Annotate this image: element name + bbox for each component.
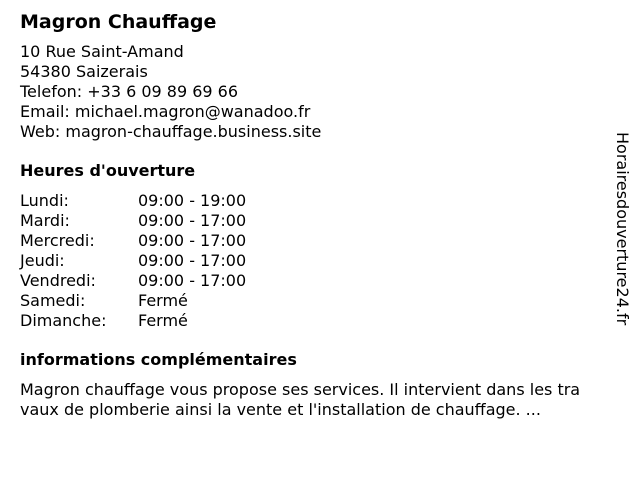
- info-line-1: Magron chauffage vous propose ses services. Il intervient dans les tra: [20, 380, 581, 399]
- email-line: Email: michael.magron@wanadoo.fr: [20, 102, 311, 121]
- hours-row-wednesday: [20, 231, 630, 251]
- hours-row-monday: [20, 191, 630, 211]
- hours-title: Heures d'ouverture: [20, 161, 196, 180]
- info-title: informations complémentaires: [20, 350, 297, 369]
- hours-time: 09:00 - 17:00: [138, 231, 247, 250]
- hours-day: Jeudi:: [20, 251, 65, 270]
- info-line-2: vaux de plomberie ainsi la vente et l'installation de chauffage. ...: [20, 400, 541, 419]
- address-city: 54380 Saizerais: [20, 62, 148, 81]
- business-name: Magron Chauffage: [20, 11, 217, 33]
- hours-row-tuesday: [20, 211, 630, 231]
- hours-row-friday: [20, 271, 630, 291]
- hours-row-saturday: [20, 291, 630, 311]
- hours-time: 09:00 - 17:00: [138, 211, 247, 230]
- hours-time: Fermé: [138, 291, 188, 310]
- hours-time: 09:00 - 17:00: [138, 251, 247, 270]
- hours-day: Samedi:: [20, 291, 86, 310]
- hours-row-thursday: [20, 251, 630, 271]
- hours-row-sunday: [20, 311, 630, 331]
- hours-day: Lundi:: [20, 191, 69, 210]
- hours-time: Fermé: [138, 311, 188, 330]
- site-watermark: Horairesdouverture24.fr: [613, 132, 632, 326]
- hours-day: Vendredi:: [20, 271, 96, 290]
- hours-table: [20, 191, 630, 331]
- web-line: Web: magron-chauffage.business.site: [20, 122, 322, 141]
- hours-time: 09:00 - 19:00: [138, 191, 247, 210]
- hours-day: Dimanche:: [20, 311, 107, 330]
- phone-line: Telefon: +33 6 09 89 69 66: [20, 82, 239, 101]
- address-street: 10 Rue Saint-Amand: [20, 42, 184, 61]
- business-card: [20, 10, 630, 420]
- hours-day: Mardi:: [20, 211, 70, 230]
- hours-time: 09:00 - 17:00: [138, 271, 247, 290]
- hours-day: Mercredi:: [20, 231, 95, 250]
